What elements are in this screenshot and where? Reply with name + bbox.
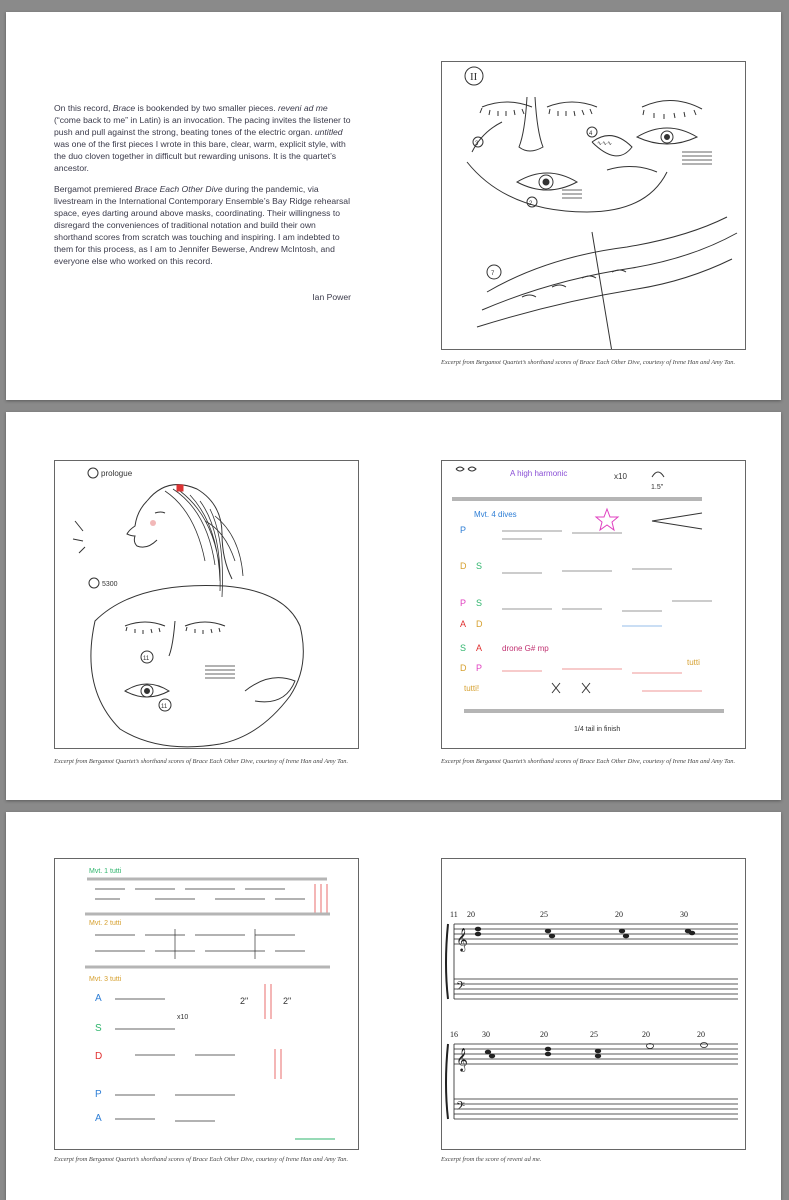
svg-text:2": 2" xyxy=(283,996,292,1006)
roman-numeral-label: II xyxy=(470,71,478,83)
svg-text:S: S xyxy=(460,643,467,653)
page-1 xyxy=(6,12,781,400)
svg-text:tutti!: tutti! xyxy=(464,684,480,693)
essay-paragraph-2: Bergamot premiered Brace Each Other Dive during the pandemic, via livestream in the International Contemporary Ensemble’s Bay Ridge rehearsal space, eyes darting around above masks, coordinating. Their willingness to disregard the conveniences of traditional notation and build their own shorthand scores from scratch was touching and inspiring. I am indebted to them for this process, as I am to Jennifer Bewerse, Andrew McIntosh, and everyone else who worked on this record. xyxy=(54,184,350,266)
figure-caption-3: Excerpt from Bergamot Quartet’s shorthand scores of Brace Each Other Dive, courtesy of Irene Han and Amy Tan. xyxy=(441,758,736,765)
svg-text:P: P xyxy=(460,525,467,535)
measure-number-11: 11 xyxy=(450,910,458,919)
svg-text:20: 20 xyxy=(467,910,475,919)
svg-text:11: 11 xyxy=(161,704,168,710)
svg-text:x10: x10 xyxy=(614,472,627,481)
svg-text:1.5": 1.5" xyxy=(651,484,664,491)
shorthand-sketch-faces xyxy=(441,61,746,350)
svg-text:D: D xyxy=(95,1051,103,1062)
svg-text:30: 30 xyxy=(482,1030,490,1039)
svg-text:30: 30 xyxy=(680,910,688,919)
svg-text:x10: x10 xyxy=(177,1014,189,1021)
svg-text:S: S xyxy=(476,598,483,608)
svg-text:𝄢: 𝄢 xyxy=(456,979,466,995)
svg-text:20: 20 xyxy=(615,910,623,919)
author-signature: Ian Power xyxy=(312,292,351,302)
svg-text:P: P xyxy=(95,1089,102,1100)
svg-text:A: A xyxy=(460,619,467,629)
svg-text:D: D xyxy=(460,663,467,673)
svg-text:∿∿∿: ∿∿∿ xyxy=(597,141,613,147)
svg-text:prologue: prologue xyxy=(101,469,133,478)
essay-paragraph-1: On this record, Brace is bookended by two smaller pieces. reveni ad me (“come back to me” in Latin) is an invocation. The pacing invites the listener to push and pull against the strong, beating tones of the electric organ. untitled was one of the first pieces I wrote in this bare, clear, warm, explicit style, with the duo cloven together in difficult but rewarding unisons. It is the quartet’s ancestor. xyxy=(54,103,351,173)
essay-text xyxy=(54,102,354,276)
svg-text:tutti: tutti xyxy=(687,658,700,667)
music-score-excerpt xyxy=(441,858,746,1150)
page-2 xyxy=(6,412,781,800)
svg-text:P: P xyxy=(476,663,483,673)
svg-text:25: 25 xyxy=(540,910,548,919)
svg-text:Mvt. 2 tutti: Mvt. 2 tutti xyxy=(89,920,122,927)
svg-text:S: S xyxy=(476,561,483,571)
svg-text:Mvt. 3 tutti: Mvt. 3 tutti xyxy=(89,976,122,983)
svg-text:25: 25 xyxy=(590,1030,598,1039)
svg-text:S: S xyxy=(95,1023,102,1034)
svg-text:Mvt. 1 tutti: Mvt. 1 tutti xyxy=(89,868,122,875)
svg-text:A: A xyxy=(95,993,102,1004)
figure-caption-2: Excerpt from Bergamot Quartet’s shorthand scores of Brace Each Other Dive, courtesy of Irene Han and Amy Tan. xyxy=(54,758,349,765)
svg-text:3: 3 xyxy=(475,141,479,147)
shorthand-sketch-colored-chart xyxy=(441,460,746,749)
shorthand-sketch-portrait xyxy=(54,460,359,749)
svg-text:20: 20 xyxy=(540,1030,548,1039)
figure-caption-1: Excerpt from Bergamot Quartet’s shorthand scores of Brace Each Other Dive, courtesy of Irene Han and Amy Tan. xyxy=(441,359,736,366)
svg-text:A high harmonic: A high harmonic xyxy=(510,469,568,478)
svg-text:20: 20 xyxy=(642,1030,650,1039)
svg-text:D: D xyxy=(476,619,483,629)
svg-text:𝄞: 𝄞 xyxy=(456,1049,468,1071)
svg-text:7: 7 xyxy=(491,271,495,277)
page-3 xyxy=(6,812,781,1200)
figure-caption-5: Excerpt from the score of reveni ad me. xyxy=(441,1156,542,1163)
measure-number-16: 16 xyxy=(450,1030,458,1039)
svg-text:5300: 5300 xyxy=(102,581,118,588)
svg-text:2: 2 xyxy=(529,201,533,207)
svg-text:D: D xyxy=(460,561,467,571)
shorthand-sketch-movements xyxy=(54,858,359,1150)
svg-text:1/4 tail in finish: 1/4 tail in finish xyxy=(574,726,621,733)
svg-text:𝄞: 𝄞 xyxy=(456,929,468,951)
figure-caption-4: Excerpt from Bergamot Quartet’s shorthand scores of Brace Each Other Dive, courtesy of Irene Han and Amy Tan. xyxy=(54,1156,349,1163)
svg-text:4: 4 xyxy=(589,131,593,137)
svg-text:𝄢: 𝄢 xyxy=(456,1099,466,1115)
svg-text:P: P xyxy=(460,598,467,608)
svg-text:2": 2" xyxy=(240,996,249,1006)
svg-text:A: A xyxy=(95,1113,102,1124)
svg-text:20: 20 xyxy=(697,1030,705,1039)
svg-text:11: 11 xyxy=(143,656,150,662)
svg-text:Mvt. 4 dives: Mvt. 4 dives xyxy=(474,510,517,519)
svg-text:drone G# mp: drone G# mp xyxy=(502,644,549,653)
svg-text:A: A xyxy=(476,643,483,653)
